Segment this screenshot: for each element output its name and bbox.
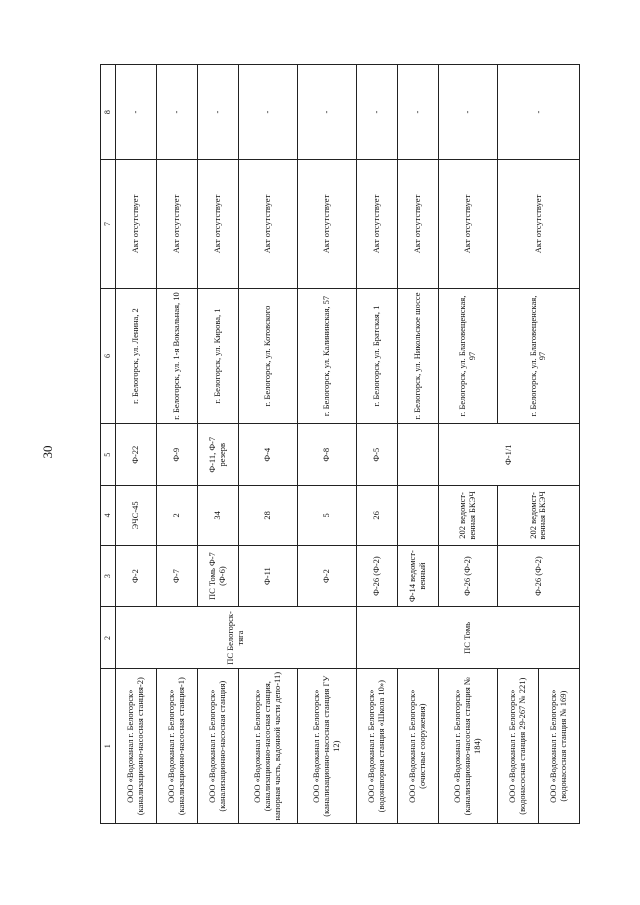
cell-address: г. Белогорск, ул. Ленина, 2 (116, 288, 157, 424)
cell-address: г. Белогорск, ул. Котовского (239, 288, 298, 424)
header-cell: 7 (101, 160, 116, 288)
cell-consumer: ООО «Водоканал г. Белогорск» (канализационно-насосная станция, напорная часть, вадонной части депо-11) (239, 669, 298, 824)
cell-address: г. Белогорск, ул. Братская, 1 (356, 288, 397, 424)
cell-substation: ПС Белогорск-тяга (116, 607, 357, 669)
cell-feeder: ПС Томь Ф-7 (Ф-6) (198, 545, 239, 607)
cell-address: г. Белогорск, ул. Благовещенская, 97 (438, 288, 497, 424)
cell-act: Акт отсутствует (239, 160, 298, 288)
cell-address: г. Белогорск, ул. Кирова, 1 (198, 288, 239, 424)
cell-feeder: Ф-26 (Ф-2) (497, 545, 579, 607)
cell-tp: 28 (239, 486, 298, 545)
cell-note: - (397, 65, 438, 160)
header-cell: 2 (101, 607, 116, 669)
cell-consumer: ООО «Водоканал г. Белогорск» (канализационно-насосная станция ГУ 12) (297, 669, 356, 824)
cell-feeder: Ф-2 (116, 545, 157, 607)
table-row (116, 65, 157, 824)
cell-feeder: Ф-14 ведомст-венный (397, 545, 438, 607)
cell-feeder: Ф-7 (157, 545, 198, 607)
table-row (157, 65, 198, 824)
cell-consumer: ООО «Водоканал г. Белогорск» (водонасосная станция 29-267 № 221) (497, 669, 538, 824)
cell-feeder: Ф-26 (Ф-2) (438, 545, 497, 607)
cell-feeder: Ф-26 (Ф-2) (356, 545, 397, 607)
cell-substation: ПС Томь (356, 607, 579, 669)
cell-tp: 2 (157, 486, 198, 545)
page-number: 30 (40, 445, 55, 459)
cell-note: - (239, 65, 298, 160)
header-cell: 4 (101, 486, 116, 545)
cell-address: г. Белогорск, ул. Никольское шоссе (397, 288, 438, 424)
data-table (100, 64, 580, 824)
header-cell: 8 (101, 65, 116, 160)
cell-address: г. Белогорск, ул. Благовещенская, 97 (497, 288, 579, 424)
header-cell: 1 (101, 669, 116, 824)
cell-feeder-tp: Ф-5 (356, 424, 397, 486)
table-row (297, 65, 356, 824)
cell-note: - (438, 65, 497, 160)
cell-act: Акт отсутствует (438, 160, 497, 288)
cell-tp: 34 (198, 486, 239, 545)
cell-note: - (497, 65, 579, 160)
table-row (397, 65, 438, 824)
table-row (438, 65, 497, 824)
cell-feeder-tp: Ф-22 (116, 424, 157, 486)
cell-act: Акт отсутствует (397, 160, 438, 288)
cell-feeder-tp: Ф-9 (157, 424, 198, 486)
cell-feeder-tp: Ф-1/1 (438, 424, 579, 486)
cell-consumer: ООО «Водоканал г. Белогорск» (водонапорная станция «Школа 10») (356, 669, 397, 824)
cell-consumer: ООО «Водоканал г. Белогорск» (канализационно-насосная станция-2) (116, 669, 157, 824)
cell-address: г. Белогорск, ул. 1-я Вокзальная, 10 (157, 288, 198, 424)
cell-address: г. Белогорск, ул. Калининская, 57 (297, 288, 356, 424)
cell-note: - (157, 65, 198, 160)
header-cell: 5 (101, 424, 116, 486)
cell-tp: 26 (356, 486, 397, 545)
cell-consumer: ООО «Водоканал г. Белогорск» (водонасосная станция № 169) (538, 669, 579, 824)
cell-feeder: Ф-2 (297, 545, 356, 607)
cell-tp: 202 ведомст-венная БКЭЧ (497, 486, 579, 545)
cell-tp: ЭЧС-45 (116, 486, 157, 545)
cell-act: Акт отсутствует (198, 160, 239, 288)
table-row (356, 65, 397, 824)
header-cell: 6 (101, 288, 116, 424)
cell-note: - (356, 65, 397, 160)
cell-feeder-tp: Ф-4 (239, 424, 298, 486)
cell-tp (397, 486, 438, 545)
cell-act: Акт отсутствует (157, 160, 198, 288)
cell-tp: 5 (297, 486, 356, 545)
cell-consumer: ООО «Водоканал г. Белогорск» (канализационно-насосная станция) (198, 669, 239, 824)
cell-note: - (198, 65, 239, 160)
cell-act: Акт отсутствует (356, 160, 397, 288)
table-row (198, 65, 239, 824)
cell-consumer: ООО «Водоканал г. Белогорск» (канализационно-насосная станция-1) (157, 669, 198, 824)
table-viewport (100, 64, 580, 824)
cell-feeder-tp: Ф-11, Ф-7 резерв (198, 424, 239, 486)
cell-consumer: ООО «Водоканал г. Белогорск» (канализационно-насосная станция № 184) (438, 669, 497, 824)
cell-tp: 202 ведомст-венная БКЭЧ (438, 486, 497, 545)
table-row (239, 65, 298, 824)
cell-note: - (116, 65, 157, 160)
cell-act: Акт отсутствует (497, 160, 579, 288)
cell-act: Акт отсутствует (116, 160, 157, 288)
cell-feeder: Ф-11 (239, 545, 298, 607)
cell-feeder-tp (397, 424, 438, 486)
header-row (101, 65, 116, 824)
cell-feeder-tp: Ф-8 (297, 424, 356, 486)
cell-act: Акт отсутствует (297, 160, 356, 288)
cell-consumer: ООО «Водоканал г. Белогорск» (очистные сооружения) (397, 669, 438, 824)
cell-note: - (297, 65, 356, 160)
header-cell: 3 (101, 545, 116, 607)
